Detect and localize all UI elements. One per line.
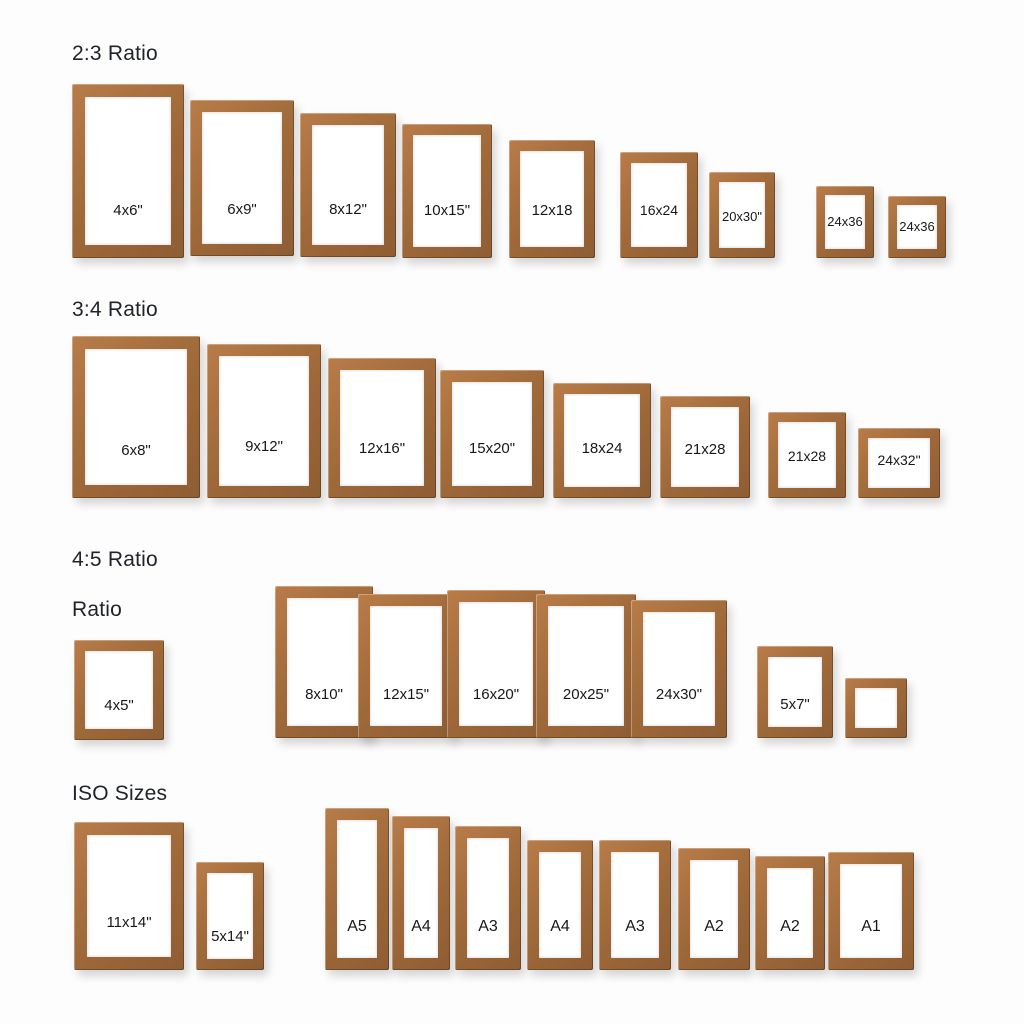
frame-mat — [287, 598, 361, 726]
picture-frame — [816, 186, 874, 258]
picture-frame — [858, 428, 940, 498]
frame-mat — [312, 125, 384, 245]
frame-size-label: 6x9" — [227, 201, 257, 218]
picture-frame — [196, 862, 264, 970]
frame-size-label: 20x30" — [721, 209, 763, 224]
picture-frame — [74, 822, 184, 970]
frame-size-label: 12x18 — [531, 202, 573, 219]
frame-mat — [459, 602, 533, 726]
frame-mat — [520, 151, 584, 247]
picture-frame — [755, 856, 825, 970]
picture-frame — [328, 358, 436, 498]
frame-mat — [690, 860, 738, 958]
frame-size-label: 6x8" — [121, 442, 151, 459]
frame-size-label: 16x20" — [472, 686, 520, 703]
picture-frame — [402, 124, 492, 258]
picture-frame — [768, 412, 846, 498]
frame-size-label: 24x36 — [827, 214, 863, 229]
picture-frame — [207, 344, 321, 498]
picture-frame — [678, 848, 750, 970]
frame-mat — [413, 135, 481, 247]
section-title: ISO Sizes — [72, 782, 168, 805]
frame-size-label: 5x14" — [211, 928, 249, 945]
frame-size-label: A4 — [550, 918, 570, 935]
picture-frame — [300, 113, 396, 257]
frame-mat — [340, 370, 424, 486]
frame-size-label: 4x6" — [113, 202, 143, 219]
frame-mat — [337, 820, 377, 958]
frame-size-label: A5 — [347, 918, 367, 935]
picture-frame — [455, 826, 521, 970]
frame-size-label: 21x28 — [787, 448, 827, 464]
picture-frame — [828, 852, 914, 970]
picture-frame — [888, 196, 946, 258]
picture-frame — [757, 646, 833, 738]
frame-mat — [840, 864, 902, 958]
frame-size-label: 15x20" — [468, 440, 516, 457]
picture-frame — [660, 396, 750, 498]
frame-size-label: A3 — [478, 918, 498, 935]
frame-size-label: A1 — [861, 918, 881, 935]
frame-size-label: 8x10" — [305, 686, 343, 703]
frame-size-label: 18x24 — [581, 440, 623, 457]
frame-size-label: 20x25" — [562, 686, 610, 703]
frame-mat — [611, 852, 659, 958]
picture-frame — [509, 140, 595, 258]
frame-size-label: 10x15" — [423, 202, 471, 219]
picture-frame — [845, 678, 907, 738]
frame-mat — [87, 835, 171, 957]
frame-size-label: 16x24 — [639, 202, 679, 218]
frame-mat — [768, 657, 822, 727]
frame-size-label: A3 — [625, 918, 645, 935]
frame-mat — [207, 873, 253, 959]
frame-mat — [643, 612, 715, 726]
frame-mat — [467, 838, 509, 958]
frame-size-label: A2 — [780, 918, 800, 935]
frame-size-label: 11x14" — [106, 914, 152, 931]
frame-size-label: 21x28 — [684, 441, 726, 458]
frame-size-label: 5x7" — [780, 696, 810, 713]
frame-size-label: 24x32" — [877, 452, 921, 468]
frame-mat — [548, 606, 624, 726]
frame-mat — [85, 97, 171, 245]
picture-frame — [553, 383, 651, 498]
frame-size-label: 9x12" — [245, 438, 283, 455]
picture-frame — [599, 840, 671, 970]
frame-size-label: 24x36 — [899, 219, 935, 234]
frame-size-label: A4 — [411, 918, 431, 935]
frame-size-label: 12x15" — [382, 686, 430, 703]
frame-mat — [85, 651, 153, 729]
picture-frame — [631, 600, 727, 738]
section-title: 3:4 Ratio — [72, 298, 158, 321]
frame-mat — [855, 688, 897, 728]
section-subtitle: Ratio — [72, 598, 123, 621]
frame-size-label: 8x12" — [329, 201, 367, 218]
picture-frame — [74, 640, 164, 740]
picture-frame — [190, 100, 294, 256]
frame-mat — [452, 382, 532, 486]
picture-frame — [536, 594, 636, 738]
frame-mat — [219, 356, 309, 486]
picture-frame — [440, 370, 544, 498]
picture-frame — [358, 594, 454, 738]
picture-frame — [72, 336, 200, 498]
picture-frame — [620, 152, 698, 258]
picture-frame — [325, 808, 389, 970]
frame-mat — [404, 828, 438, 958]
frame-mat — [767, 868, 813, 958]
frame-mat — [370, 606, 442, 726]
frame-size-label: 4x5" — [104, 697, 134, 714]
section-title: 2:3 Ratio — [72, 42, 158, 65]
frame-mat — [539, 852, 581, 958]
frame-size-label: 12x16" — [358, 440, 406, 457]
frame-mat — [85, 349, 187, 485]
picture-frame — [447, 590, 545, 738]
frame-mat — [202, 112, 282, 244]
picture-frame — [709, 172, 775, 258]
section-title: 4:5 Ratio — [72, 548, 158, 571]
frame-size-label: 24x30" — [655, 686, 703, 703]
frame-size-label: A2 — [704, 918, 724, 935]
picture-frame — [527, 840, 593, 970]
picture-frame — [72, 84, 184, 258]
picture-frame — [392, 816, 450, 970]
